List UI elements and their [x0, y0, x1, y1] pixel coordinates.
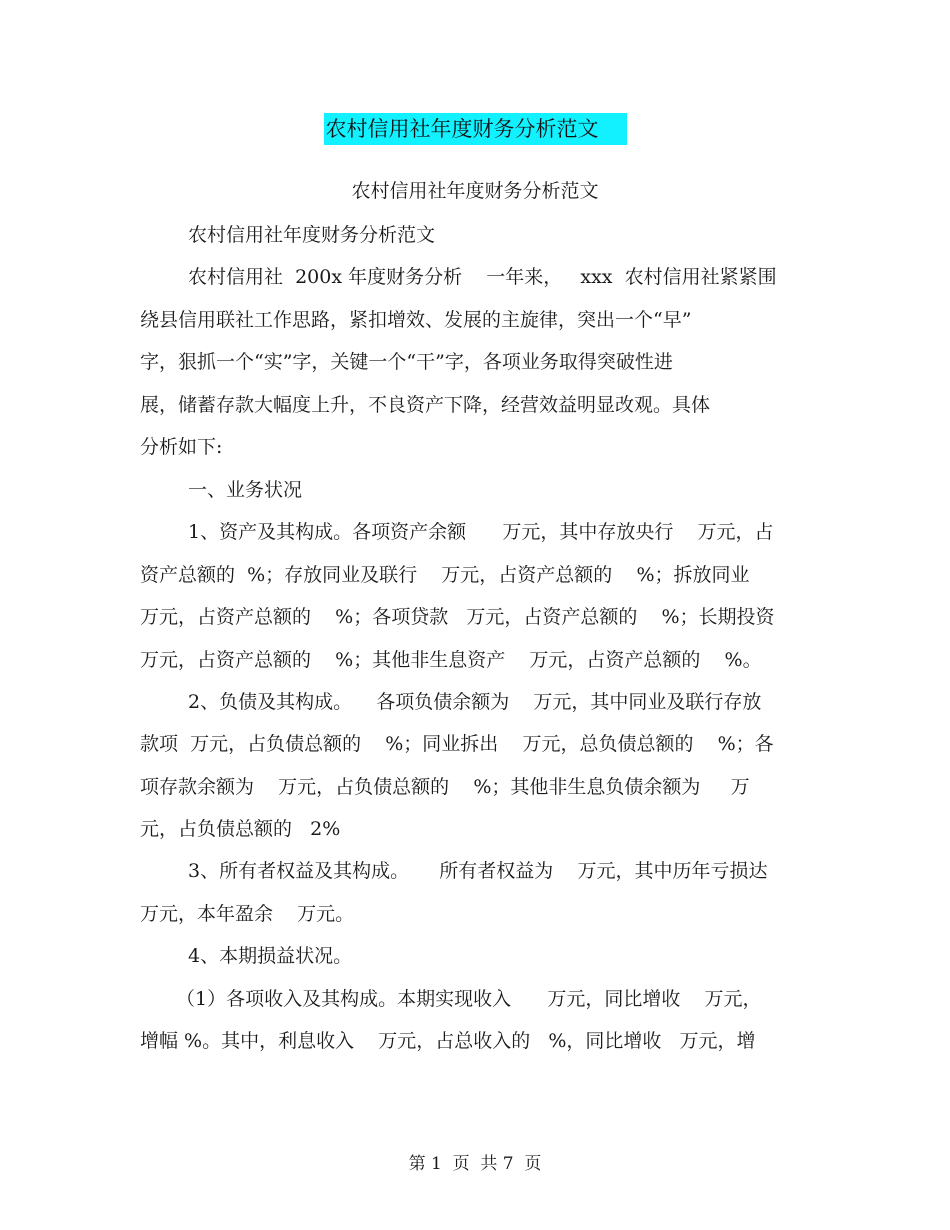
paragraph-line: 4、本期损益状况。 [188, 945, 353, 967]
paragraph-line: 增幅 %。其中，利息收入 万元，占总收入的 %，同比增收 万元，增 [140, 1030, 756, 1052]
paragraph-line: 字，狠抓一个“实”字，关键一个“干”字，各项业务取得突破性进 [140, 351, 673, 373]
section-heading: 一、业务状况 [188, 479, 303, 501]
paragraph-line: 农村信用社 200x 年度财务分析 一年来， xxx 农村信用社紧紧围 [188, 266, 777, 288]
page-footer: 第 1 页 共 7 页 [408, 1154, 542, 1174]
document-subtitle: 农村信用社年度财务分析范文 [351, 180, 599, 202]
paragraph-line: 绕县信用联社工作思路，紧扣增效、发展的主旋律，突出一个“早” [140, 309, 692, 331]
paragraph-line: 项存款余额为 万元，占负债总额的 %；其他非生息负债余额为 万 [140, 776, 750, 798]
paragraph-line: 万元，占资产总额的 %；其他非生息资产 万元，占资产总额的 %。 [140, 649, 762, 671]
paragraph-line: 资产总额的 %；存放同业及联行 万元，占资产总额的 %；拆放同业 [140, 564, 750, 586]
paragraph-line: 1、资产及其构成。各项资产余额 万元，其中存放央行 万元，占 [188, 521, 774, 543]
paragraph-line: 农村信用社年度财务分析范文 [188, 224, 436, 246]
paragraph-line: 款项 万元，占负债总额的 %；同业拆出 万元，总负债总额的 %；各 [140, 733, 774, 755]
paragraph-line: 2、负债及其构成。 各项负债余额为 万元，其中同业及联行存放 [188, 691, 762, 713]
paragraph-line: （1）各项收入及其构成。本期实现收入 万元，同比增收 万元， [176, 988, 762, 1010]
paragraph-line: 分析如下: [140, 436, 223, 458]
paragraph-line: 万元，本年盈余 万元。 [140, 903, 355, 925]
paragraph-line: 元，占负债总额的 2% [140, 818, 341, 840]
paragraph-line: 展，储蓄存款大幅度上升，不良资产下降，经营效益明显改观。具体 [140, 394, 711, 416]
paragraph-line: 万元，占资产总额的 %；各项贷款 万元，占资产总额的 %；长期投资 [140, 606, 775, 628]
title-container [0, 113, 950, 145]
document-title: 农村信用社年度财务分析范文 [324, 113, 627, 145]
paragraph-line: 3、所有者权益及其构成。 所有者权益为 万元，其中历年亏损达 [188, 860, 768, 882]
